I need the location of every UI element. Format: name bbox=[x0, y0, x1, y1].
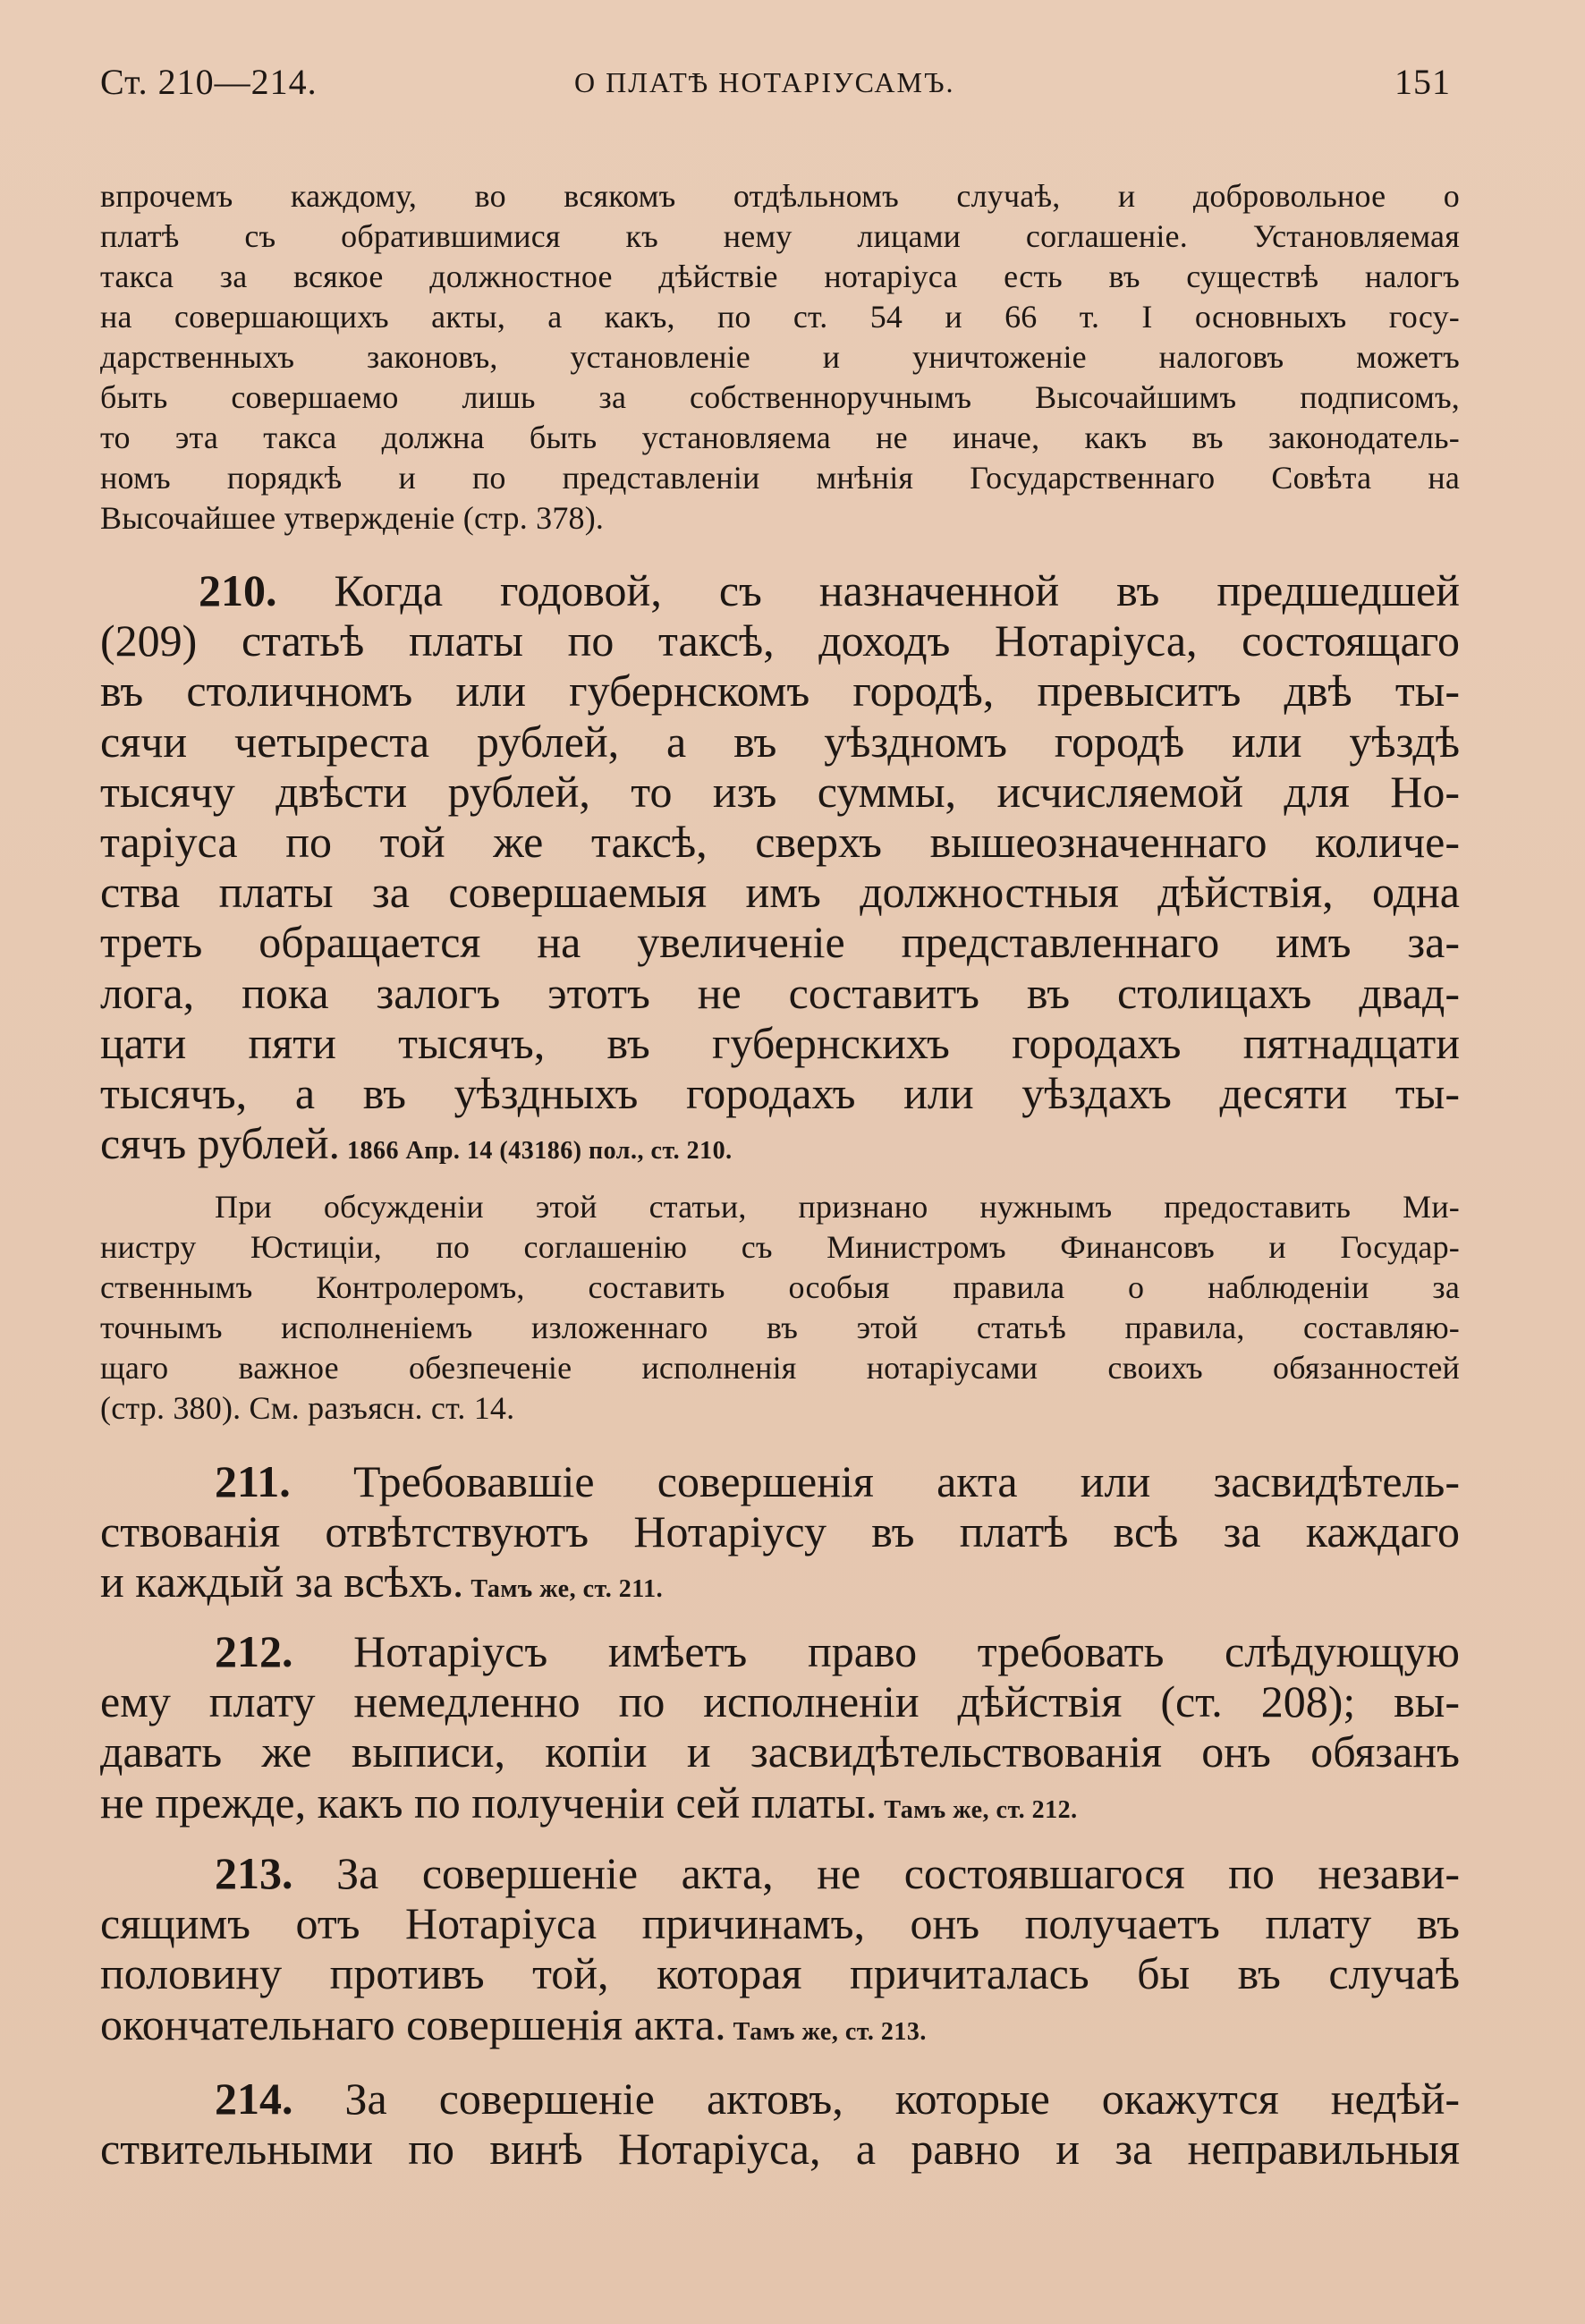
article-citation: 1866 Апр. 14 (43186) пол., ст. 210. bbox=[346, 1137, 733, 1166]
text-line: платѣ съ обратившимися къ нему лицами соглашеніе. Установляемая bbox=[100, 218, 1460, 254]
text-line: таріуса по той же таксѣ, сверхъ вышеозначеннаго количе- bbox=[100, 817, 1460, 868]
text-line: щаго важное обезпеченіе исполненія нотаріусами своихъ обязанностей bbox=[100, 1350, 1460, 1386]
article-210 bbox=[100, 565, 1460, 1176]
article-212 bbox=[100, 1626, 1460, 1836]
article-number: 210. bbox=[199, 565, 277, 615]
text-line: дарственныхъ законовъ, установленіе и уничтоженіе налоговъ можетъ bbox=[100, 339, 1460, 375]
text-line: треть обращается на увеличеніе представленнаго имъ за- bbox=[100, 917, 1460, 968]
text-line: давать же выписи, копіи и засвидѣтельствованія онъ обязанъ bbox=[100, 1726, 1460, 1777]
article-citation: Тамъ же, ст. 211. bbox=[470, 1575, 664, 1604]
text-line: сячи четыреста рублей, а въ уѣздномъ городѣ или уѣздѣ bbox=[100, 716, 1460, 767]
article-214 bbox=[100, 2074, 1460, 2174]
text-line: ства платы за совершаемыя имъ должностныя дѣйствія, одна bbox=[100, 867, 1460, 918]
text-line: (стр. 380). См. разъясн. ст. 14. bbox=[100, 1390, 515, 1426]
text-line: ствованія отвѣтствуютъ Нотаріусу въ платѣ всѣ за каждаго bbox=[100, 1506, 1460, 1557]
header-article-range: Ст. 210—214. bbox=[100, 62, 318, 102]
text-line: не прежде, какъ по полученіи сей платы. Тамъ же, ст. 212. bbox=[100, 1777, 1078, 1828]
article-211 bbox=[100, 1456, 1460, 1616]
article-citation: Тамъ же, ст. 212. bbox=[884, 1795, 1078, 1824]
article-number: 214. bbox=[215, 2074, 293, 2124]
text-line: ственнымъ Контролеромъ, составить особыя правила о наблюденіи за bbox=[100, 1269, 1460, 1305]
text-line: ему плату немедленно по исполненіи дѣйствія (ст. 208); вы- bbox=[100, 1676, 1460, 1727]
intro-paragraph bbox=[100, 176, 1460, 539]
text-line: такса за всякое должностное дѣйствіе нотаріуса есть въ существѣ налогъ bbox=[100, 259, 1460, 294]
text-line: 212. Нотаріусъ имѣетъ право требовать слѣдующую bbox=[215, 1626, 1460, 1676]
text-line: номъ порядкѣ и по представленіи мнѣнія Государственнаго Совѣта на bbox=[100, 460, 1460, 496]
text-line: цати пяти тысячъ, въ губернскихъ городахъ пятнадцати bbox=[100, 1017, 1460, 1068]
text-line: тысячъ, а въ уѣздныхъ городахъ или уѣздахъ десяти ты- bbox=[100, 1068, 1460, 1119]
text-line: Высочайшее утвержденіе (стр. 378). bbox=[100, 500, 605, 536]
header-section-title: О ПЛАТѢ НОТАРІУСАМЪ. bbox=[574, 66, 955, 98]
text-line: на совершающихъ акты, а какъ, по ст. 54 и 66 т. I основныхъ госу- bbox=[100, 299, 1460, 335]
page-number: 151 bbox=[1394, 62, 1451, 102]
text-line: (209) статьѣ платы по таксѣ, доходъ Нотаріуса, состоящаго bbox=[100, 615, 1460, 666]
text-line: сячъ рублей. 1866 Апр. 14 (43186) пол., ст. 210. bbox=[100, 1118, 733, 1169]
note-to-article-210 bbox=[100, 1187, 1460, 1429]
text-line: быть совершаемо лишь за собственноручнымъ Высочайшимъ подписомъ, bbox=[100, 379, 1460, 415]
article-number: 213. bbox=[215, 1848, 293, 1898]
text-line: 213. За совершеніе акта, не состоявшагося по незави- bbox=[215, 1848, 1460, 1898]
text-line: нистру Юстиціи, по соглашенію съ Министромъ Финансовъ и Государ- bbox=[100, 1229, 1460, 1265]
text-line: точнымъ исполненіемъ изложеннаго въ этой статьѣ правила, составляю- bbox=[100, 1310, 1460, 1345]
article-213 bbox=[100, 1848, 1460, 2057]
text-line: сящимъ отъ Нотаріуса причинамъ, онъ получаетъ плату въ bbox=[100, 1898, 1460, 1949]
text-line: лога, пока залогъ этотъ не составитъ въ столицахъ двад- bbox=[100, 967, 1460, 1018]
text-line: 214. За совершеніе актовъ, которые окажутся недѣй- bbox=[215, 2074, 1460, 2124]
text-line: ствительными по винѣ Нотаріуса, а равно и за неправильныя bbox=[100, 2124, 1460, 2175]
text-line: впрочемъ каждому, во всякомъ отдѣльномъ случаѣ, и добровольное о bbox=[100, 178, 1460, 214]
article-citation: Тамъ же, ст. 213. bbox=[733, 2017, 927, 2046]
text-line: окончательнаго совершенія акта. Тамъ же, ст. 213. bbox=[100, 1998, 927, 2049]
text-line: то эта такса должна быть установляема не иначе, какъ въ законодатель- bbox=[100, 420, 1460, 455]
text-line: 211. Требовавшіе совершенія акта или засвидѣтель- bbox=[215, 1456, 1460, 1506]
article-number: 211. bbox=[215, 1456, 291, 1506]
text-line: половину противъ той, которая причиталась бы въ случаѣ bbox=[100, 1948, 1460, 1999]
text-line: въ столичномъ или губернскомъ городѣ, превыситъ двѣ ты- bbox=[100, 666, 1460, 717]
running-header bbox=[100, 61, 1451, 106]
text-line: и каждый за всѣхъ. Тамъ же, ст. 211. bbox=[100, 1556, 664, 1607]
article-number: 212. bbox=[215, 1626, 293, 1676]
text-line: 210. Когда годовой, съ назначенной въ предшедшей bbox=[199, 565, 1461, 615]
text-line: тысячу двѣсти рублей, то изъ суммы, исчисляемой для Но- bbox=[100, 766, 1460, 817]
text-line: При обсужденіи этой статьи, признано нужнымъ предоставить Ми- bbox=[215, 1189, 1460, 1225]
